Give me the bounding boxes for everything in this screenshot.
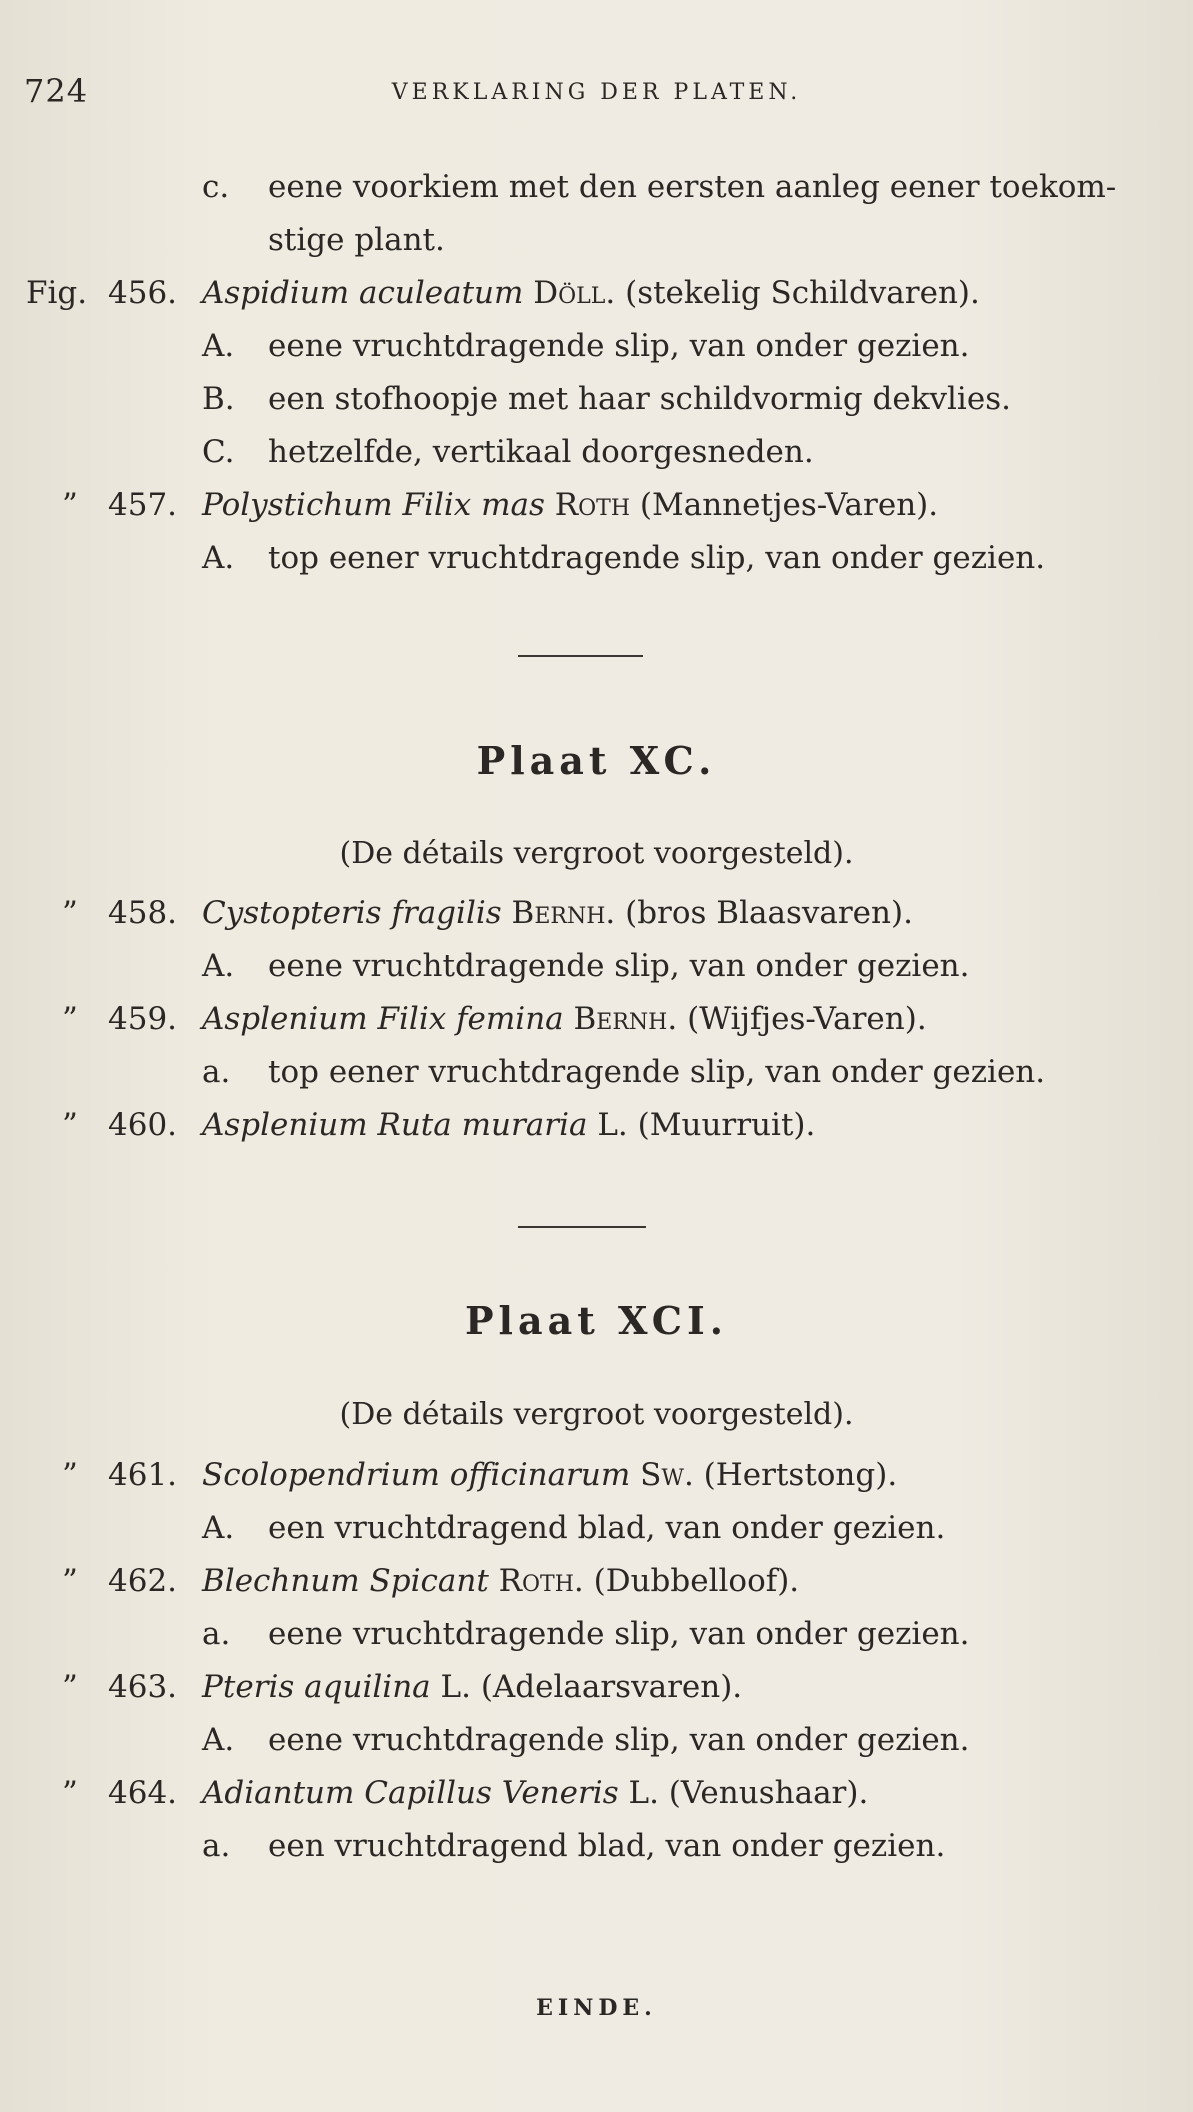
item-letter: a.	[202, 1054, 231, 1090]
item-text: een stofhoopje met haar schildvormig dekvlies.	[268, 381, 1011, 417]
ditto-mark: ”	[62, 1669, 78, 1705]
end-mark: EINDE.	[536, 1995, 657, 2021]
fig-number: 460.	[108, 1107, 178, 1143]
fig-number: 459.	[108, 1001, 178, 1037]
fig-label: Fig.	[26, 275, 88, 311]
ditto-mark: ”	[62, 1457, 78, 1493]
author: Roth.	[498, 1563, 584, 1599]
item-text-cont: stige plant.	[268, 222, 445, 258]
item-text: hetzelfde, vertikaal doorgesneden.	[268, 434, 814, 470]
entry-text	[202, 1669, 743, 1705]
author: Roth	[554, 487, 631, 523]
entry-text	[202, 1107, 816, 1143]
fig-number: 458.	[108, 895, 178, 931]
entry-text	[202, 1457, 898, 1493]
entry-text	[202, 895, 913, 931]
fig-number: 463.	[108, 1669, 178, 1705]
species-name: Blechnum Spicant	[202, 1563, 489, 1599]
running-head: VERKLARING DER PLATEN.	[391, 80, 802, 105]
item-text: eene vruchtdragende slip, van onder gezien.	[268, 1616, 970, 1652]
entry-text	[202, 275, 980, 311]
entry-text	[202, 1775, 869, 1811]
common-name: (Adelaarsvaren).	[480, 1669, 743, 1705]
section-divider	[518, 1226, 646, 1228]
item-letter: A.	[202, 540, 235, 576]
plate-title: Plaat XC.	[476, 738, 717, 783]
item-text: een vruchtdragend blad, van onder gezien.	[268, 1510, 946, 1546]
species-name: Polystichum Filix mas	[202, 487, 545, 523]
ditto-mark: ”	[62, 1775, 78, 1811]
page-header	[24, 72, 1169, 122]
item-letter: A.	[202, 948, 235, 984]
item-letter: A.	[202, 1510, 235, 1546]
fig-number: 461.	[108, 1457, 178, 1493]
item-text: eene voorkiem met den eersten aanleg eener toekom-	[268, 169, 1117, 205]
species-name: Cystopteris fragilis	[202, 895, 502, 931]
ditto-mark: ”	[62, 895, 78, 931]
ditto-mark: ”	[62, 1107, 78, 1143]
ditto-mark: ”	[62, 1001, 78, 1037]
entry-text	[202, 487, 939, 523]
common-name: (Muurruit).	[637, 1107, 816, 1143]
item-letter: A.	[202, 328, 235, 364]
plate-note: (De détails vergroot voorgesteld).	[339, 1397, 854, 1432]
common-name: (Wijfjes-Varen).	[687, 1001, 927, 1037]
fig-number: 462.	[108, 1563, 178, 1599]
common-name: (Dubbelloof).	[593, 1563, 800, 1599]
plate-note: (De détails vergroot voorgesteld).	[339, 836, 854, 871]
plate-title: Plaat XCI.	[464, 1298, 729, 1343]
item-text: eene vruchtdragende slip, van onder gezien.	[268, 948, 970, 984]
author: Döll.	[533, 275, 616, 311]
author: L.	[597, 1107, 628, 1143]
species-name: Asplenium Ruta muraria	[202, 1107, 588, 1143]
species-name: Asplenium Filix femina	[202, 1001, 564, 1037]
species-name: Adiantum Capillus Veneris	[202, 1775, 619, 1811]
item-text: eene vruchtdragende slip, van onder gezien.	[268, 1722, 970, 1758]
common-name: (stekelig Schildvaren).	[625, 275, 980, 311]
item-text: eene vruchtdragende slip, van onder gezien.	[268, 328, 970, 364]
common-name: (Mannetjes-Varen).	[639, 487, 939, 523]
item-text: een vruchtdragend blad, van onder gezien.	[268, 1828, 946, 1864]
fig-number: 457.	[108, 487, 178, 523]
author: Sw.	[640, 1457, 694, 1493]
fig-number: 464.	[108, 1775, 178, 1811]
page-number: 724	[24, 72, 89, 110]
species-name: Aspidium aculeatum	[202, 275, 524, 311]
common-name: (Hertstong).	[703, 1457, 898, 1493]
section-divider	[518, 655, 643, 657]
entry-text	[202, 1001, 927, 1037]
entry-text	[202, 1563, 800, 1599]
species-name: Scolopendrium officinarum	[202, 1457, 631, 1493]
item-letter: C.	[202, 434, 235, 470]
common-name: (bros Blaasvaren).	[625, 895, 913, 931]
item-text: top eener vruchtdragende slip, van onder gezien.	[268, 1054, 1046, 1090]
item-text: top eener vruchtdragende slip, van onder gezien.	[268, 540, 1046, 576]
fig-number: 456.	[108, 275, 178, 311]
item-letter: a.	[202, 1828, 231, 1864]
common-name: (Venushaar).	[668, 1775, 869, 1811]
author: L.	[440, 1669, 471, 1705]
item-letter: a.	[202, 1616, 231, 1652]
item-letter: A.	[202, 1722, 235, 1758]
species-name: Pteris aquilina	[202, 1669, 431, 1705]
item-letter: c.	[202, 169, 230, 205]
ditto-mark: ”	[62, 487, 78, 523]
author: Bernh.	[511, 895, 616, 931]
ditto-mark: ”	[62, 1563, 78, 1599]
item-letter: B.	[202, 381, 235, 417]
author: L.	[628, 1775, 659, 1811]
author: Bernh.	[573, 1001, 678, 1037]
